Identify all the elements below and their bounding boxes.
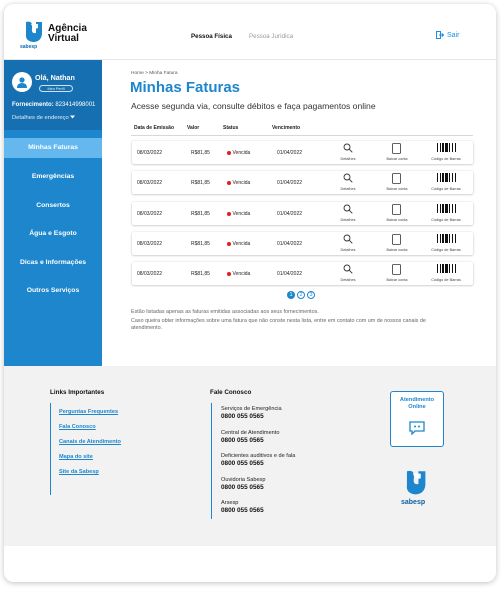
barcode-icon bbox=[437, 143, 456, 152]
link-canais-atendimento[interactable]: Canais de Atendimento bbox=[59, 439, 121, 445]
download-button[interactable] bbox=[382, 173, 412, 193]
online-service-label bbox=[391, 397, 443, 411]
fornecimento bbox=[12, 102, 95, 108]
contact-number[interactable]: 0800 055 0565 bbox=[221, 437, 264, 444]
document-icon bbox=[392, 204, 401, 215]
barcode-button[interactable] bbox=[431, 234, 461, 254]
barcode-icon bbox=[437, 264, 456, 273]
status-dot bbox=[227, 181, 231, 185]
sidebar-item-emergencias[interactable]: Emergências bbox=[31, 173, 75, 180]
download-label: Baixar conta bbox=[386, 278, 408, 282]
address-details-toggle[interactable] bbox=[12, 115, 75, 121]
search-icon bbox=[343, 264, 353, 274]
details-label: Detalhes bbox=[340, 278, 356, 282]
download-button[interactable] bbox=[382, 204, 412, 224]
cell-status bbox=[227, 271, 250, 277]
logout-label: Sair bbox=[447, 31, 460, 39]
download-label: Baixar conta bbox=[386, 248, 408, 252]
link-mapa-do-site[interactable]: Mapa do site bbox=[59, 454, 93, 460]
document-icon bbox=[392, 143, 401, 154]
note-line-3: atendimento. bbox=[131, 325, 163, 331]
cell-vencimento: 01/04/2022 bbox=[277, 241, 303, 247]
greeting: Olá, Nathan bbox=[35, 73, 75, 82]
search-icon bbox=[343, 143, 353, 153]
document-icon bbox=[392, 234, 401, 245]
barcode-button[interactable] bbox=[431, 173, 461, 193]
links-title: Links Importantes bbox=[50, 389, 105, 396]
search-icon bbox=[343, 204, 353, 214]
brand-line1: Agência bbox=[48, 23, 87, 34]
brand-title[interactable] bbox=[48, 24, 87, 44]
header bbox=[4, 4, 496, 60]
page-title: Minhas Faturas bbox=[130, 79, 241, 96]
cell-vencimento: 01/04/2022 bbox=[277, 271, 303, 277]
barcode-label: Código de Barras bbox=[431, 218, 461, 222]
barcode-icon bbox=[437, 173, 456, 182]
table-row bbox=[132, 171, 473, 194]
barcode-icon bbox=[437, 234, 456, 243]
download-button[interactable] bbox=[382, 264, 412, 284]
nav-pessoa-fisica[interactable]: Pessoa Física bbox=[191, 33, 232, 40]
details-label: Detalhes bbox=[340, 187, 356, 191]
table-row bbox=[132, 202, 473, 225]
sidebar-item-dicas[interactable]: Dicas e Informações bbox=[19, 259, 87, 266]
status-text: Vencida bbox=[232, 211, 251, 217]
link-fala-conosco[interactable]: Fala Conosco bbox=[59, 424, 96, 430]
contact-number[interactable]: 0800 055 0565 bbox=[221, 484, 264, 491]
footer-logo-text: sabesp bbox=[401, 499, 426, 506]
contact-label: Deficientes auditivos e de fala bbox=[221, 453, 296, 459]
cell-status bbox=[227, 180, 250, 186]
page-bottom bbox=[4, 546, 496, 582]
cell-valor: R$81,85 bbox=[191, 241, 210, 247]
cell-emissao: 08/03/2022 bbox=[137, 241, 163, 247]
app-frame bbox=[4, 4, 496, 582]
cell-vencimento: 01/04/2022 bbox=[277, 180, 303, 186]
contact-label: Ouvidoria Sabesp bbox=[221, 477, 266, 483]
sabesp-logo-icon[interactable] bbox=[22, 20, 44, 46]
status-dot bbox=[227, 272, 231, 276]
page-1[interactable]: 1 bbox=[287, 291, 295, 299]
table-row bbox=[132, 141, 473, 164]
barcode-label: Código de Barras bbox=[431, 278, 461, 282]
pagination bbox=[287, 291, 315, 299]
table-row bbox=[132, 232, 473, 255]
download-button[interactable] bbox=[382, 234, 412, 254]
avatar[interactable] bbox=[12, 72, 32, 92]
contact-number[interactable]: 0800 055 0565 bbox=[221, 413, 264, 420]
page-subtitle: Acesse segunda via, consulte débitos e faça pagamentos online bbox=[131, 101, 376, 111]
user-box bbox=[4, 60, 102, 130]
page-3[interactable]: 3 bbox=[307, 291, 315, 299]
cell-valor: R$81,85 bbox=[191, 180, 210, 186]
sidebar-item-consertos[interactable]: Consertos bbox=[36, 202, 70, 209]
barcode-button[interactable] bbox=[431, 143, 461, 163]
cell-vencimento: 01/04/2022 bbox=[277, 211, 303, 217]
cell-valor: R$81,85 bbox=[191, 271, 210, 277]
barcode-label: Código de Barras bbox=[431, 157, 461, 161]
sidebar-item-agua-esgoto[interactable]: Água e Esgoto bbox=[29, 230, 77, 237]
header-divider bbox=[131, 135, 473, 136]
cell-status bbox=[227, 241, 250, 247]
details-label: Detalhes bbox=[340, 218, 356, 222]
link-perguntas-frequentes[interactable]: Perguntas Frequentes bbox=[59, 409, 119, 415]
link-site-sabesp[interactable]: Site da Sabesp bbox=[59, 469, 99, 475]
status-text: Vencida bbox=[232, 271, 251, 277]
status-dot bbox=[227, 212, 231, 216]
details-button[interactable] bbox=[333, 264, 363, 284]
links-divider bbox=[50, 403, 51, 495]
download-label: Baixar conta bbox=[386, 218, 408, 222]
sabesp-logo-icon bbox=[402, 469, 428, 499]
chat-icon bbox=[409, 421, 425, 435]
address-details-label: Detalhes de endereço bbox=[12, 115, 69, 121]
logout-button[interactable] bbox=[436, 31, 459, 39]
online-service-button[interactable] bbox=[390, 391, 444, 447]
document-icon bbox=[392, 173, 401, 184]
contact-label: Serviços de Emergência bbox=[221, 406, 282, 412]
page-2[interactable]: 2 bbox=[297, 291, 305, 299]
barcode-button[interactable] bbox=[431, 204, 461, 224]
online-service-line2: Online bbox=[408, 404, 426, 410]
contact-number[interactable]: 0800 055 0565 bbox=[221, 507, 264, 514]
search-icon bbox=[343, 234, 353, 244]
download-button[interactable] bbox=[382, 143, 412, 163]
details-label: Detalhes bbox=[340, 248, 356, 252]
online-service-line1: Atendimento bbox=[399, 397, 435, 403]
col-header-valor: Valor bbox=[187, 125, 200, 131]
details-button[interactable] bbox=[333, 143, 363, 163]
col-header-vencimento: Vencimento bbox=[272, 125, 301, 131]
details-button[interactable] bbox=[333, 204, 363, 224]
chevron-down-icon bbox=[70, 115, 75, 119]
fornecimento-label: Fornecimento: bbox=[12, 102, 54, 108]
logout-icon bbox=[436, 31, 444, 39]
status-text: Vencida bbox=[232, 241, 251, 247]
cell-emissao: 08/03/2022 bbox=[137, 150, 163, 156]
barcode-button[interactable] bbox=[431, 264, 461, 284]
cell-vencimento: 01/04/2022 bbox=[277, 150, 303, 156]
sidebar-item-outros-servicos[interactable]: Outros Serviços bbox=[26, 287, 80, 294]
barcode-label: Código de Barras bbox=[431, 248, 461, 252]
brand-line2: Virtual bbox=[48, 33, 79, 44]
contact-label: Central de Atendimento bbox=[221, 430, 280, 436]
col-header-emissao: Data de Emissão bbox=[134, 125, 175, 131]
contact-label: Arsesp bbox=[221, 500, 239, 506]
status-dot bbox=[227, 242, 231, 246]
barcode-label: Código de Barras bbox=[431, 187, 461, 191]
cell-emissao: 08/03/2022 bbox=[137, 211, 163, 217]
contact-divider bbox=[211, 403, 212, 519]
status-dot bbox=[227, 151, 231, 155]
cell-emissao: 08/03/2022 bbox=[137, 180, 163, 186]
fornecimento-value: 823414998001 bbox=[55, 102, 96, 108]
cell-status bbox=[227, 150, 250, 156]
user-icon bbox=[16, 76, 28, 88]
footer bbox=[4, 366, 496, 546]
barcode-icon bbox=[437, 204, 456, 213]
profile-button[interactable]: Meu Perfil bbox=[39, 85, 73, 92]
sidebar-item-minhas-faturas[interactable]: Minhas Faturas bbox=[4, 138, 102, 158]
nav-pessoa-juridica[interactable]: Pessoa Jurídica bbox=[249, 33, 294, 40]
contact-number[interactable]: 0800 055 0565 bbox=[221, 460, 264, 467]
document-icon bbox=[392, 264, 401, 275]
search-icon bbox=[343, 173, 353, 183]
sidebar bbox=[4, 60, 102, 366]
contact-title: Fale Conosco bbox=[210, 389, 252, 396]
logo-text: sabesp bbox=[20, 44, 38, 50]
note-line-2: Caso queira obter informações sobre uma fatura que não conste nesta lista, entre em contato com um de nossos canais de bbox=[131, 318, 426, 324]
status-text: Vencida bbox=[232, 180, 251, 186]
download-label: Baixar conta bbox=[386, 187, 408, 191]
col-header-status: Status bbox=[223, 125, 239, 131]
note-line-1: Estão listadas apenas as faturas emitidas associadas aos seus fornecimentos. bbox=[131, 309, 319, 315]
details-label: Detalhes bbox=[340, 157, 356, 161]
details-button[interactable] bbox=[333, 234, 363, 254]
breadcrumb[interactable]: Home > Minha Fatura bbox=[131, 71, 178, 76]
download-label: Baixar conta bbox=[386, 157, 408, 161]
cell-valor: R$81,85 bbox=[191, 150, 210, 156]
cell-status bbox=[227, 211, 250, 217]
cell-valor: R$81,85 bbox=[191, 211, 210, 217]
details-button[interactable] bbox=[333, 173, 363, 193]
cell-emissao: 08/03/2022 bbox=[137, 271, 163, 277]
status-text: Vencida bbox=[232, 150, 251, 156]
table-row bbox=[132, 262, 473, 285]
